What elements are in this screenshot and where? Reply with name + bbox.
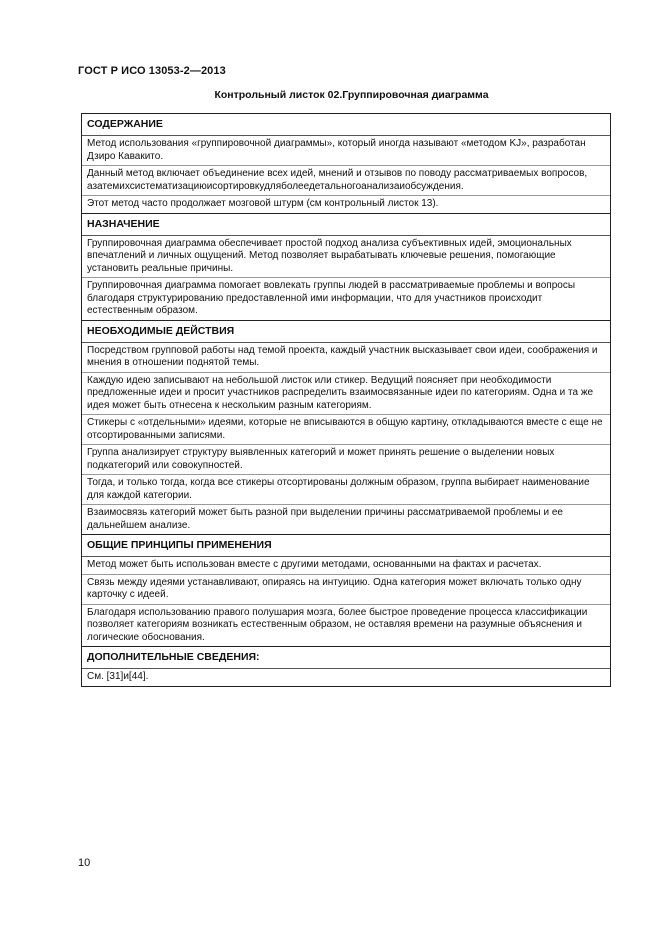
section-required-actions [82, 320, 610, 535]
checklist-table [81, 113, 611, 687]
paragraph: Метод может быть использован вместе с другими методами, основанными на фактах и расчетах. [82, 557, 610, 575]
paragraph: Группировочная диаграмма помогает вовлекать группы людей в рассматриваемые проблемы и вопросы благодаря структурированию предоставленной ими информации, что для участников происходит естественным образом. [87, 280, 576, 316]
page-number: 10 [78, 857, 91, 869]
paragraph: Посредством групповой работы над темой проекта, каждый участник высказывает свои идеи, соображения и мнения в отношении поднятой темы. [82, 343, 610, 373]
paragraph: Связь между идеями устанавливают, опираясь на интуицию. Одна категория может включать только одну карточку с идеей. [82, 575, 610, 605]
document-code: ГОСТ Р ИСО 13053-2—2013 [78, 65, 226, 77]
section-content [82, 114, 610, 213]
section-title: ДОПОЛНИТЕЛЬНЫЕ СВЕДЕНИЯ: [82, 647, 610, 669]
section-title: НЕОБХОДИМЫЕ ДЕЙСТВИЯ [82, 321, 610, 343]
paragraph: Этот метод часто продолжает мозговой штурм (см контрольный листок 13). [87, 198, 439, 209]
section-purpose [82, 213, 610, 320]
section-title: ОБЩИЕ ПРИНЦИПЫ ПРИМЕНЕНИЯ [82, 535, 610, 557]
checklist-title: Контрольный листок 02.Группировочная диаграмма [214, 89, 489, 101]
paragraph: Данный метод включает объединение всех идей, мнений и отзывов по поводу рассматриваемых вопросов, азатемихсистематизациюисортировкудляболеедетальногоанализаиобсуждения. [82, 166, 610, 196]
paragraph: Каждую идею записывают на небольшой листок или стикер. Ведущий поясняет при необходимости предложенные идеи и просит участников распределить взаимосвязанные идеи по категориям. Одна и та же идея может быть отнесена к нескольким разным категориям. [82, 373, 610, 416]
paragraph: Благодаря использованию правого полушария мозга, более быстрое проведение процесса классификации позволяет категориям возникать естественным образом, не оставляя времени на разумные объяснения и логические обоснования. [87, 606, 588, 643]
section-title: СОДЕРЖАНИЕ [82, 114, 610, 136]
paragraph: Метод использования «группировочной диаграммы», который иногда называют «методом KJ», разработан Дзиро Кавакито. [82, 136, 610, 166]
paragraph: Стикеры с «отдельными» идеями, которые не вписываются в общую картину, откладываются вместе с еще не отсортированными записями. [82, 415, 610, 445]
paragraph: Взаимосвязь категорий может быть разной при выделении причины рассматриваемой проблемы и ее дальнейшем анализе. [87, 507, 563, 531]
section-general-principles [82, 534, 610, 646]
paragraph: Группировочная диаграмма обеспечивает простой подход анализа субъективных идей, эмоциональных впечатлений и личных ощущений. Метод позволяет вырабатывать ключевые решения, помогающие установить реальные причины. [82, 236, 610, 279]
paragraph: См. [31]и[44]. [87, 671, 149, 682]
section-additional-info [82, 646, 610, 686]
paragraph: Группа анализирует структуру выявленных категорий и может принять решение о выделении новых подкатегорий или совокупностей. [82, 445, 610, 475]
paragraph: Тогда, и только тогда, когда все стикеры отсортированы должным образом, группа выбирает наименование для каждой категории. [82, 475, 610, 505]
section-title: НАЗНАЧЕНИЕ [82, 214, 610, 236]
